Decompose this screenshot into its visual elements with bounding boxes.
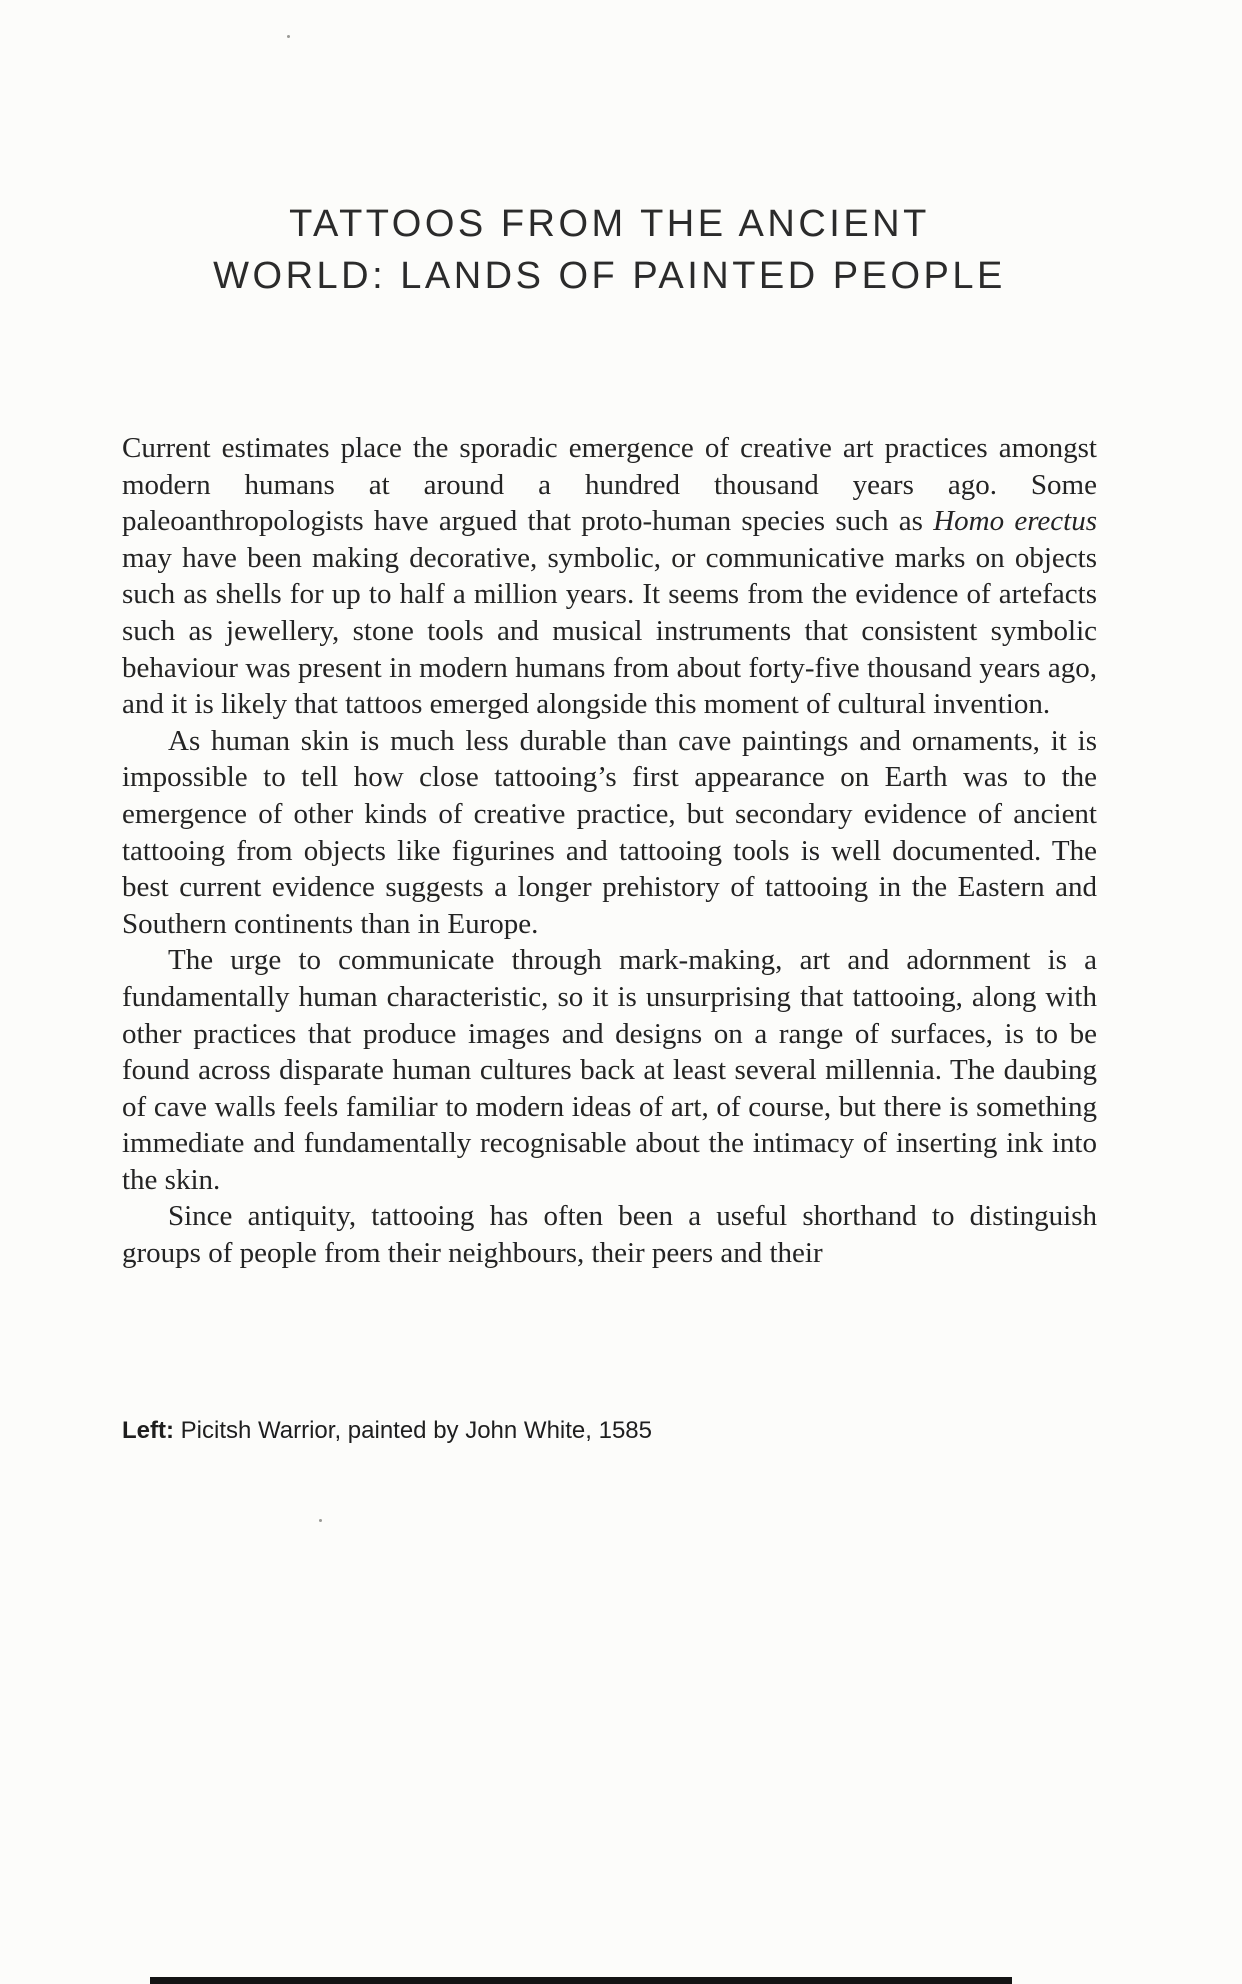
italic-species-term: Homo erectus [933, 505, 1098, 538]
photo-caption [122, 1416, 1097, 1446]
paragraph-1-text-start: Current estimates place the sporadic emergence of creative art practices amongst modern humans at around a hundred thousand years ago. Some paleoanthropologists have argued that proto-human species such as [122, 432, 1097, 538]
chapter-title-line1: TATTOOS FROM THE ANCIENT [289, 203, 930, 245]
scan-speck [287, 35, 290, 38]
chapter-title-line2: WORLD: LANDS OF PAINTED PEOPLE [213, 255, 1006, 297]
paragraph-1 [122, 430, 1097, 723]
paragraph-1-text-end: may have been making decorative, symbolic, or communicative marks on objects such as shells for up to half a million years. It seems from the evidence of artefacts such as jewellery, stone tools and musical instruments that consistent symbolic behaviour was present in modern humans from about forty-five thousand years ago, and it is likely that tattoos emerged alongside this moment of cultural invention. [122, 541, 1097, 721]
body-text [122, 430, 1097, 1272]
adjacent-page-photo-edge [150, 1977, 1012, 1984]
paragraph-2: As human skin is much less durable than cave paintings and ornaments, it is impossible to tell how close tattooing’s first appearance on Earth was to the emergence of other kinds of creative practice, but secondary evidence of ancient tattooing from objects like figurines and tattooing tools is well documented. The best current evidence suggests a longer prehistory of tattooing in the Eastern and Southern continents than in Europe. [122, 724, 1097, 940]
caption-label: Left: [122, 1417, 174, 1444]
scan-speck [319, 1519, 322, 1522]
paragraph-4: Since antiquity, tattooing has often been a useful shorthand to distinguish groups of people from their neighbours, their peers and their [122, 1200, 1097, 1270]
chapter-title [122, 198, 1097, 302]
caption-text: Picitsh Warrior, painted by John White, 1585 [173, 1417, 652, 1444]
paragraph-3: The urge to communicate through mark-making, art and adornment is a fundamentally human characteristic, so it is unsurprising that tattooing, along with other practices that produce images and designs on a range of surfaces, is to be found across disparate human cultures back at least several millennia. The daubing of cave walls feels familiar to modern ideas of art, of course, but there is something immediate and fundamentally recognisable about the intimacy of inserting ink into the skin. [122, 944, 1097, 1196]
